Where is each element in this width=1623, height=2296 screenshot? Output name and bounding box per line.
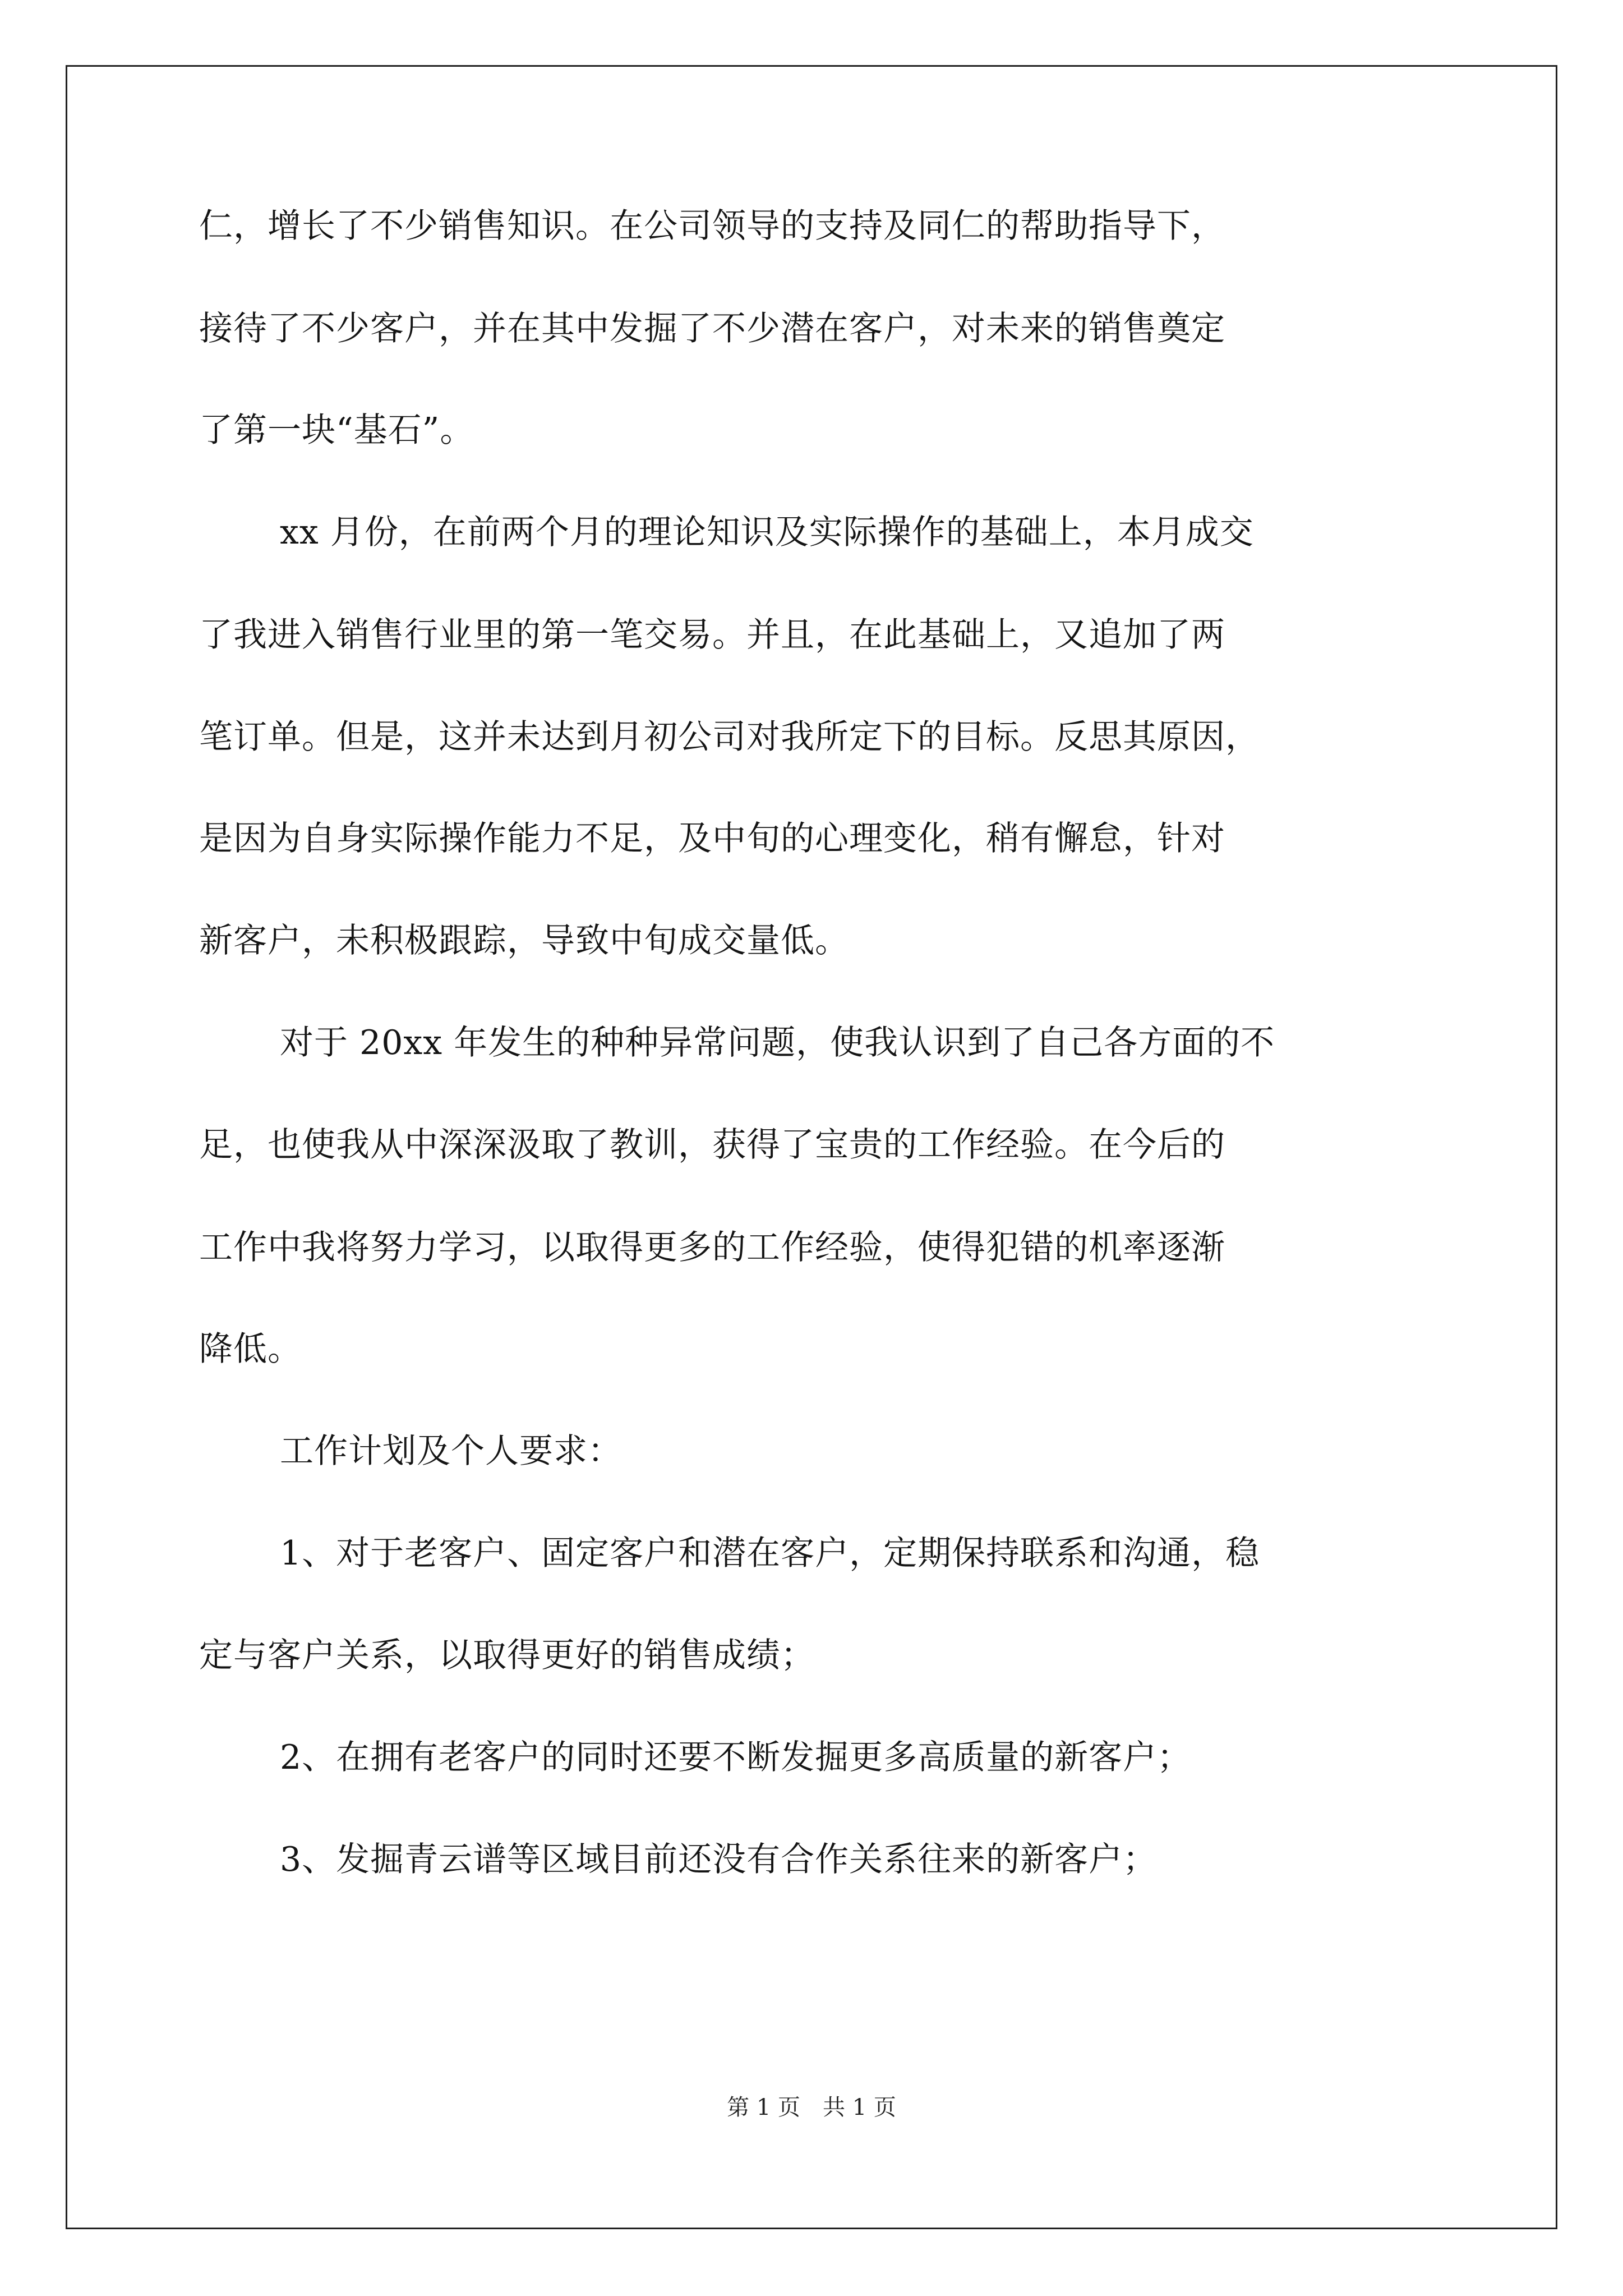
list-item-line: 3、发掘青云谱等区域目前还没有合作关系往来的新客户； [280,1840,1158,1879]
text-line: 接待了不少客户，并在其中发掘了不少潜在客户，对未来的销售奠定 [199,309,1225,348]
text-line: 了第一块“基石”。 [199,411,474,450]
list-item-line: 2、在拥有老客户的同时还要不断发掘更多高质量的新客户； [280,1738,1192,1777]
text-line: 定与客户关系，以取得更好的销售成绩； [199,1636,815,1675]
section-heading: 工作计划及个人要求： [280,1432,622,1471]
page-footer: 第 1 页 共 1 页 [727,2095,896,2120]
text-line: 笔订单。但是，这并未达到月初公司对我所定下的目标。反思其原因， [199,717,1260,757]
paragraph-start-line: xx 月份，在前两个月的理论知识及实际操作的基础上，本月成交 [280,513,1254,552]
text-line: 工作中我将努力学习，以取得更多的工作经验，使得犯错的机率逐渐 [199,1228,1225,1267]
text-line: 足，也使我从中深深汲取了教训，获得了宝贵的工作经验。在今后的 [199,1125,1225,1165]
paragraph-start-line: 对于 20xx 年发生的种种异常问题，使我认识到了自己各方面的不 [280,1023,1275,1062]
text-line: 仁，增长了不少销售知识。在公司领导的支持及同仁的帮助指导下， [199,206,1225,246]
text-line: 新客户，未积极跟踪，导致中旬成交量低。 [199,921,849,960]
text-line: 了我进入销售行业里的第一笔交易。并且，在此基础上，又追加了两 [199,615,1225,655]
list-item-line: 1、对于老客户、固定客户和潜在客户，定期保持联系和沟通，稳 [280,1534,1260,1573]
text-line: 降低。 [199,1329,302,1369]
text-line: 是因为自身实际操作能力不足，及中旬的心理变化，稍有懈怠，针对 [199,819,1225,858]
